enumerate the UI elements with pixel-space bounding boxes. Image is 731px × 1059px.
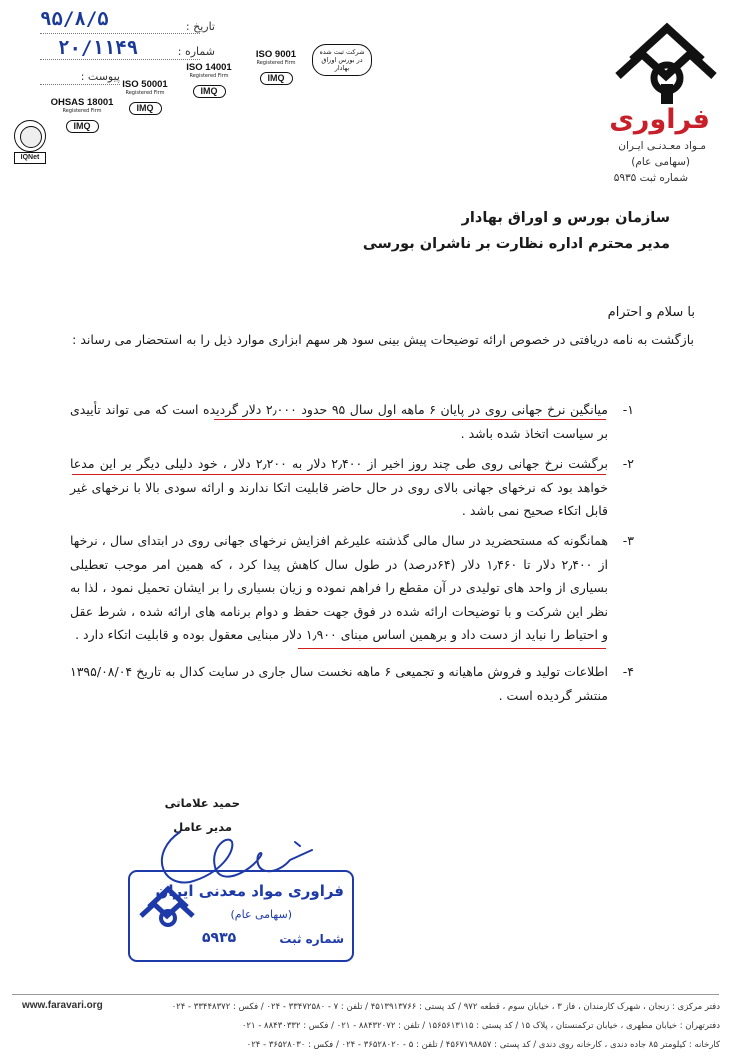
- attach-dots: [40, 84, 120, 85]
- item-number: ۴-: [622, 664, 634, 679]
- signatory-title: مدیر عامل: [173, 820, 232, 834]
- logo-roof: [632, 28, 702, 60]
- number-value: ۲۰/۱۱۴۹: [58, 37, 139, 59]
- intro-paragraph: بازگشت به نامه دریافتی در خصوص ارائه توضیحات پیش بینی سود هر سهم ابزاری موارد ذیل را به استحضار می رساند :: [72, 332, 694, 347]
- iqnet-label: IQNet: [14, 152, 46, 164]
- exchange-badge: شرکت ثبت شده در بورس اوراق بهادار: [312, 44, 372, 76]
- imq-logo: IMQ: [260, 72, 293, 85]
- item-number: ۱-: [622, 402, 634, 417]
- cert-standard: OHSAS 18001: [50, 97, 114, 108]
- attach-label: پیوست :: [80, 70, 120, 83]
- company-logo-icon: [612, 20, 722, 106]
- company-name: فراوری: [609, 104, 710, 135]
- company-registration: شماره ثبت ۵۹۳۵: [613, 172, 688, 184]
- company-stamp: [128, 870, 354, 962]
- date-value: ۹۵/۸/۵: [40, 8, 109, 30]
- cert-registered: Registered Firm: [62, 108, 102, 114]
- stamp-company: فراوری مواد معدنی ایران: [155, 882, 344, 900]
- date-label: تاریخ :: [185, 20, 215, 33]
- date-dots: [40, 33, 200, 34]
- stamp-reg-label: شماره ثبت: [279, 932, 344, 946]
- cert-standard: ISO 9001: [255, 49, 297, 60]
- list-item: برگشت نرخ جهانی روی طی چند روز اخیر از ۲٫۴۰۰ دلار به ۲٫۲۰۰ دلار ، خود دلیلی دیگر بر این مدعا خواهد بود که نرخهای جهانی بالای روی در حال حاضر قابلیت اتکا ندارند و ارائه سودی بالا با نرخهای غیر قابل اتکاء صحیح نمی باشد .: [70, 456, 608, 518]
- cert-iso50001: [114, 80, 176, 115]
- signatory-name: حمید علاماتی: [164, 796, 240, 810]
- footer-divider: [12, 994, 719, 995]
- imq-logo: IMQ: [66, 120, 99, 133]
- underline-item3: [298, 648, 606, 649]
- cert-standard: ISO 50001: [122, 79, 168, 90]
- cert-registered: Registered Firm: [189, 73, 229, 79]
- addressee-title: مدیر محترم اداره نظارت بر ناشران بورسی: [362, 236, 670, 252]
- cert-registered: Registered Firm: [256, 60, 296, 66]
- list-item: همانگونه که مستحضرید در سال مالی گذشته علیرغم افزایش نرخهای جهانی روی در ابتدای سال ، نرخها از ۲٫۴۰۰ دلار تا ۱٫۴۶۰ دلار (۶۴درصد) در طول سال کاهش پیدا کرد ، که همین امر موجب تعطیلی بسیاری از واحد های تولیدی در آن مقطع را فراهم نموده و زیان بسیاری را بر ایشان تحمیل نمود ، لذا به نظر این شرکت و با توضیحات ارائه شده در فوق جهت حفظ و دوام برنامه های ارائه شده ، شرط عقل و احتیاط را نباید از دست داد و برهمین اساس مبنای ۱٫۹۰۰ دلار مبنایی معقول بوده و قابلیت اتکاء دارد .: [70, 533, 608, 642]
- cert-registered: Registered Firm: [125, 90, 165, 96]
- company-subtitle: مـواد معـدنـی ایـران: [618, 140, 706, 152]
- item-number: ۳-: [622, 533, 634, 548]
- number-dots: [40, 59, 200, 60]
- greeting: با سلام و احترام: [607, 305, 695, 320]
- addressee-org: سازمان بورس و اوراق بهادار: [461, 210, 670, 226]
- cert-standard: ISO 14001: [186, 62, 232, 73]
- cert-iso9001: [246, 50, 306, 85]
- stamp-reg-number: ۵۹۳۵: [202, 930, 237, 946]
- list-item: میانگین نرخ جهانی روی در پایان ۶ ماهه اول سال ۹۵ حدود ۲٫۰۰۰ دلار گردیده است که می تواند تأییدی بر سیاست اتخاذ شده باشد .: [70, 402, 609, 441]
- footer-website[interactable]: www.faravari.org: [22, 1000, 103, 1011]
- seal-inner: [20, 126, 42, 148]
- number-label: شماره :: [177, 45, 215, 58]
- footer-address-tehran: دفترتهران : خیابان مطهری ، خیابان ترکمنستان ، پلاک ۱۵ / کد پستی : ۱۵۶۵۶۱۳۱۱۵ / تلفن : ۸۸۴۳۲۰۷۲ - ۰۲۱ / فکس : ۸۸۴۳۰۳۳۲ - ۰۲۱: [241, 1021, 720, 1031]
- footer-address-hq: دفتر مرکزی : زنجان ، شهرک کارمندان ، فاز ۳ ، خیابان سوم ، قطعه ۹۷۲ / کد پستی : ۴۵۱۳۹۱۳۷۶۶ / تلفن : ۷ - ۳۳۴۷۲۵۸۰ - ۰۲۴ / فکس : ۳۳۴۴۸۳۷۲ - ۰۲۴: [171, 1002, 720, 1012]
- item-number: ۲-: [622, 456, 634, 471]
- stamp-type: (سهامی عام): [230, 908, 292, 921]
- imq-logo: IMQ: [129, 102, 162, 115]
- footer-address-factory: کارخانه : کیلومتر ۸۵ جاده دندی ، کارخانه روی دندی / کد پستی : ۴۵۶۷۱۹۸۸۵۷ / تلفن : ۵ - ۳۶۵۲۸۰۲۰ - ۰۲۴ / فکس : ۳۶۵۲۸۰۳۰ - ۰۲۴: [246, 1040, 720, 1050]
- underline-item1: [214, 419, 606, 420]
- list-item: اطلاعات تولید و فروش ماهیانه و تجمیعی ۶ ماهه نخست سال جاری در سایت کدال به تاریخ ۱۳۹۵/۰۸/۰۴ منتشر گردیده است .: [70, 664, 608, 703]
- cert-ohsas18001: [50, 98, 114, 133]
- logo-stem: [661, 84, 673, 104]
- cert-iso14001: [178, 63, 240, 98]
- company-type: (سهامی عام): [631, 156, 690, 168]
- imq-logo: IMQ: [193, 85, 226, 98]
- iqnet-seal-icon: [14, 120, 46, 152]
- underline-item2: [72, 474, 606, 475]
